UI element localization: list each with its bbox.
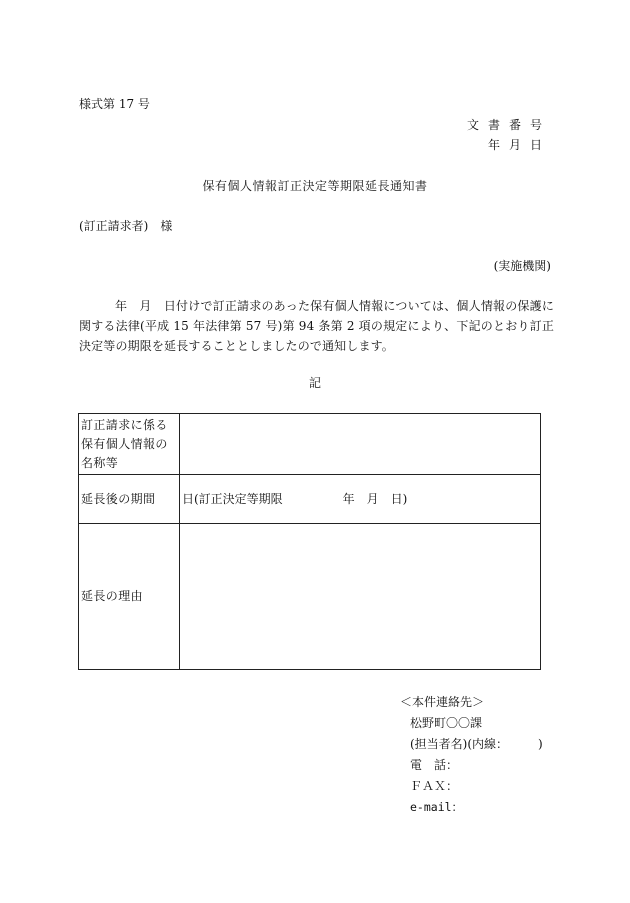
info-name-label xyxy=(79,414,180,475)
extension-reason-label: 延長の理由 xyxy=(79,524,180,670)
detail-table xyxy=(78,413,541,670)
document-title: 保有個人情報訂正決定等期限延長通知書 xyxy=(202,179,428,193)
info-name-value xyxy=(180,414,541,475)
notice-body: 年 月 日付けで訂正請求のあった保有個人情報については、個人情報の保護に関する法律(平成 15 年法律第 57 号)第 94 条第 2 項の規定により、下記のとおり訂正決定等の期限を延長することとしましたので通知します。 xyxy=(79,299,554,353)
contact-phone: 電 話： xyxy=(410,758,459,772)
contact-department: 松野町〇〇課 xyxy=(410,716,483,730)
document-number: 文書番号 xyxy=(466,118,551,132)
contact-person: (担当者名)(内線： ) xyxy=(410,737,543,751)
form-number: 様式第 17 号 xyxy=(79,97,150,111)
contact-email: e-mail： xyxy=(410,800,464,814)
table-row xyxy=(79,524,541,670)
ki-heading: 記 xyxy=(308,376,321,390)
extension-reason-value xyxy=(180,524,541,670)
extended-period-value: 日(訂正決定等期限 年 月 日) xyxy=(180,475,541,524)
contact-block xyxy=(400,692,543,818)
table-row xyxy=(79,414,541,475)
issue-date: 年月日 xyxy=(487,138,551,152)
info-name-label-text: 訂正請求に係る保有個人情報の名称等 xyxy=(81,417,168,470)
contact-heading: ＜本件連絡先＞ xyxy=(400,695,485,709)
extended-period-label: 延長後の期間 xyxy=(79,475,180,524)
table-row xyxy=(79,475,541,524)
contact-fax: ＦＡＸ： xyxy=(410,779,459,793)
addressee: (訂正請求者) 様 xyxy=(79,219,173,233)
implementing-agency: (実施機関) xyxy=(493,259,551,273)
